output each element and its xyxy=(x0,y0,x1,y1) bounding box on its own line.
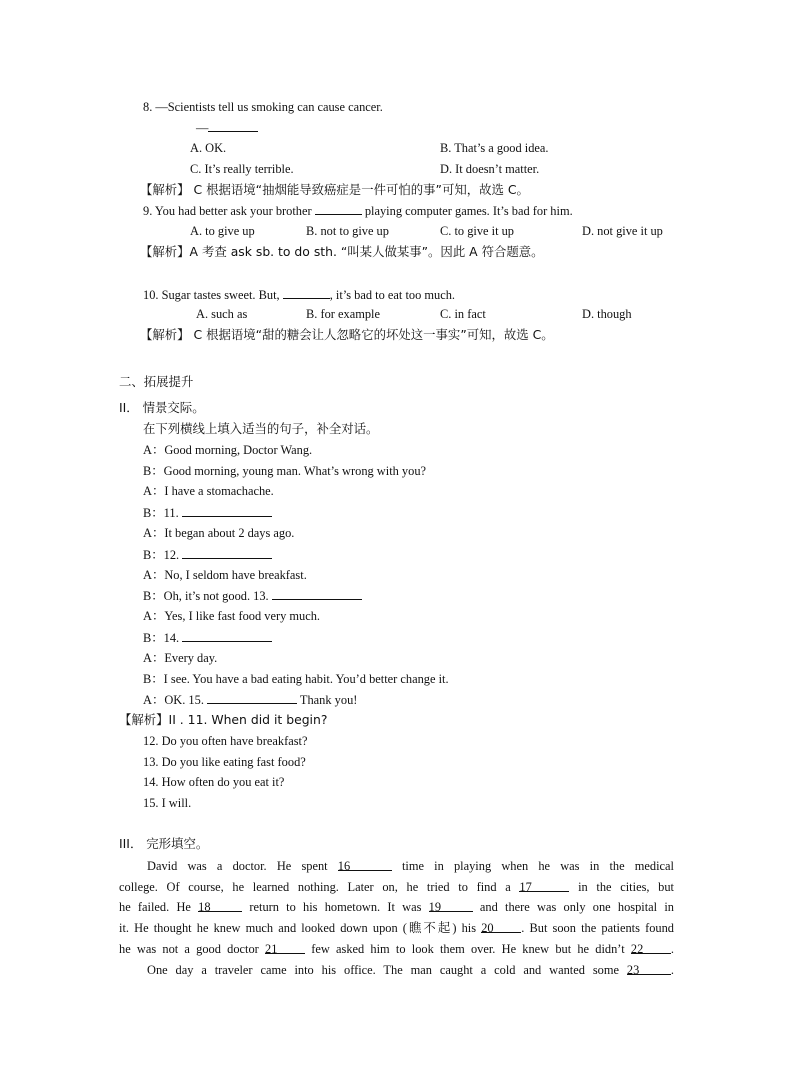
blank-number: 18 xyxy=(198,900,211,914)
part2-title: II． 情景交际。 xyxy=(119,400,205,415)
q10-option-c: C. in fact xyxy=(440,307,486,321)
dialogue-line xyxy=(143,546,272,563)
answer-key-line: 12. Do you often have breakfast? xyxy=(143,734,308,748)
cloze-text: David was a doctor. He spent xyxy=(147,859,328,873)
answer-blank-14[interactable] xyxy=(182,629,272,642)
cloze-text: . But soon the patients found xyxy=(521,921,674,935)
cloze-blank-16[interactable] xyxy=(338,858,392,871)
cloze-line-1 xyxy=(119,858,674,874)
cloze-text: time in playing when he was in the medical xyxy=(401,859,674,873)
speaker-label: A： xyxy=(143,693,165,707)
dialogue-line xyxy=(143,567,307,583)
dialogue-line xyxy=(143,525,294,541)
q8-answer-blank[interactable] xyxy=(208,119,258,132)
speaker-label: B： xyxy=(143,548,164,562)
blank-number: 22 xyxy=(630,942,644,956)
q9-analysis: 【解析】A 考查 ask sb. to do sth. “叫某人做某事”。因此 A 符合题意。 xyxy=(140,244,544,259)
dialogue-line xyxy=(143,608,320,624)
q9-stem xyxy=(143,202,573,219)
q8-analysis: 【解析】 C 根据语境“抽烟能导致癌症是一件可怕的事”可知，故选 C。 xyxy=(140,182,529,197)
q9-option-a: A. to give up xyxy=(190,224,255,238)
cloze-line-2 xyxy=(119,879,674,895)
q10-option-a: A. such as xyxy=(196,307,248,321)
speaker-label: A： xyxy=(143,526,165,540)
dialogue-text: No, I seldom have breakfast. xyxy=(164,568,307,582)
q10-stem xyxy=(143,286,455,303)
part2-instruction: 在下列横线上填入适当的句子，补全对话。 xyxy=(143,421,379,436)
cloze-text: One day a traveler came into his office. The man caught a cold and wanted some xyxy=(147,963,619,977)
dialogue-line xyxy=(143,463,426,479)
q8-option-a: A. OK. xyxy=(190,141,227,155)
q10-analysis: 【解析】 C 根据语境“甜的糖会让人忽略它的坏处这一事实”可知，故选 C。 xyxy=(140,327,554,342)
cloze-blank-21[interactable] xyxy=(265,941,305,954)
dialogue-line xyxy=(143,671,449,687)
dialogue-text: Oh, it’s not good. 13. xyxy=(163,589,269,603)
cloze-blank-17[interactable] xyxy=(519,879,569,892)
cloze-text: college. Of course, he learned nothing. Later on, he tried to find a xyxy=(119,880,511,894)
cloze-text: return to his hometown. It was xyxy=(249,900,422,914)
dialogue-text: Good morning, Doctor Wang. xyxy=(164,443,313,457)
dialogue-line xyxy=(143,691,357,708)
cloze-line-5 xyxy=(119,941,674,957)
q8-option-c: C. It’s really terrible. xyxy=(190,162,294,176)
dialogue-text: 14. xyxy=(163,631,180,645)
q8-stem: 8. —Scientists tell us smoking can cause cancer. xyxy=(143,100,383,114)
speaker-label: A： xyxy=(143,443,165,457)
blank-number: 17 xyxy=(519,880,532,894)
speaker-label: A： xyxy=(143,484,165,498)
answer-blank-13[interactable] xyxy=(272,587,362,600)
cloze-blank-20[interactable] xyxy=(481,920,521,933)
q9-option-d: D. not give it up xyxy=(582,224,663,238)
cloze-line-4 xyxy=(119,920,674,936)
q10-option-d: D. though xyxy=(582,307,632,321)
speaker-label: B： xyxy=(143,589,164,603)
dialogue-line xyxy=(143,650,217,666)
blank-number: 20 xyxy=(481,921,494,935)
answer-key-line: 14. How often do you eat it? xyxy=(143,775,285,789)
section-title: 二、拓展提升 xyxy=(119,374,194,389)
cloze-text: few asked him to look them over. He knew but he didn’t xyxy=(311,942,625,956)
cloze-blank-18[interactable] xyxy=(198,899,242,912)
dialogue-text: Yes, I like fast food very much. xyxy=(164,609,321,623)
q10-option-b: B. for example xyxy=(306,307,380,321)
answer-blank-15[interactable] xyxy=(207,691,297,704)
blank-number: 16 xyxy=(337,859,351,873)
dialogue-text: Good morning, young man. What’s wrong with you? xyxy=(163,464,427,478)
cloze-blank-23[interactable] xyxy=(627,962,671,975)
dialogue-line xyxy=(143,504,272,521)
cloze-line-3 xyxy=(119,899,674,915)
q8-reply-dash: — xyxy=(196,121,209,135)
answer-key-line: 【解析】II . 11. When did it begin? xyxy=(119,712,328,727)
q9-option-c: C. to give it up xyxy=(440,224,514,238)
cloze-text: it. He thought he knew much and looked down upon (瞧不起) his xyxy=(119,921,477,935)
q10-stem-before: 10. Sugar tastes sweet. But, xyxy=(143,288,280,302)
answer-blank-11[interactable] xyxy=(182,504,272,517)
cloze-text: . xyxy=(670,963,674,977)
dialogue-line xyxy=(143,442,312,458)
q10-answer-blank[interactable] xyxy=(283,286,330,299)
dialogue-line xyxy=(143,483,274,499)
speaker-label: A： xyxy=(143,609,165,623)
q9-option-b: B. not to give up xyxy=(306,224,389,238)
q9-answer-blank[interactable] xyxy=(315,202,362,215)
answer-key-line: 15. I will. xyxy=(143,796,192,810)
dialogue-line xyxy=(143,587,362,604)
dialogue-text: 11. xyxy=(163,506,179,520)
dialogue-text: 12. xyxy=(163,548,180,562)
answer-blank-12[interactable] xyxy=(182,546,272,559)
blank-number: 19 xyxy=(428,900,442,914)
cloze-text: and there was only one hospital in xyxy=(479,900,674,914)
cloze-text: in the cities, but xyxy=(578,880,674,894)
blank-number: 23 xyxy=(626,963,640,977)
dialogue-text: It began about 2 days ago. xyxy=(164,526,295,540)
dialogue-text: I have a stomachache. xyxy=(164,484,274,498)
dialogue-text: OK. 15. xyxy=(164,693,204,707)
cloze-text: he was not a good doctor xyxy=(119,942,259,956)
q8-reply xyxy=(196,119,258,136)
speaker-label: B： xyxy=(143,672,164,686)
part3-title: III． 完形填空。 xyxy=(119,836,209,851)
speaker-label: B： xyxy=(143,464,164,478)
q9-stem-after: playing computer games. It’s bad for him. xyxy=(364,204,573,218)
dialogue-text-after: Thank you! xyxy=(299,693,358,707)
q8-option-d: D. It doesn’t matter. xyxy=(440,162,540,176)
q10-stem-after: , it’s bad to eat too much. xyxy=(329,288,455,302)
speaker-label: B： xyxy=(143,506,164,520)
q9-stem-before: 9. You had better ask your brother xyxy=(143,204,312,218)
cloze-blank-22[interactable] xyxy=(631,941,671,954)
dialogue-text: Every day. xyxy=(164,651,218,665)
cloze-line-6 xyxy=(119,962,674,978)
cloze-blank-19[interactable] xyxy=(429,899,473,912)
dialogue-line xyxy=(143,629,272,646)
speaker-label: A： xyxy=(143,568,165,582)
blank-number: 21 xyxy=(265,942,278,956)
speaker-label: A： xyxy=(143,651,165,665)
speaker-label: B： xyxy=(143,631,164,645)
dialogue-text: I see. You have a bad eating habit. You’d better change it. xyxy=(163,672,449,686)
cloze-text: he failed. He xyxy=(119,900,191,914)
cloze-text: . xyxy=(670,942,674,956)
q8-option-b: B. That’s a good idea. xyxy=(440,141,549,155)
answer-key-line: 13. Do you like eating fast food? xyxy=(143,755,306,769)
